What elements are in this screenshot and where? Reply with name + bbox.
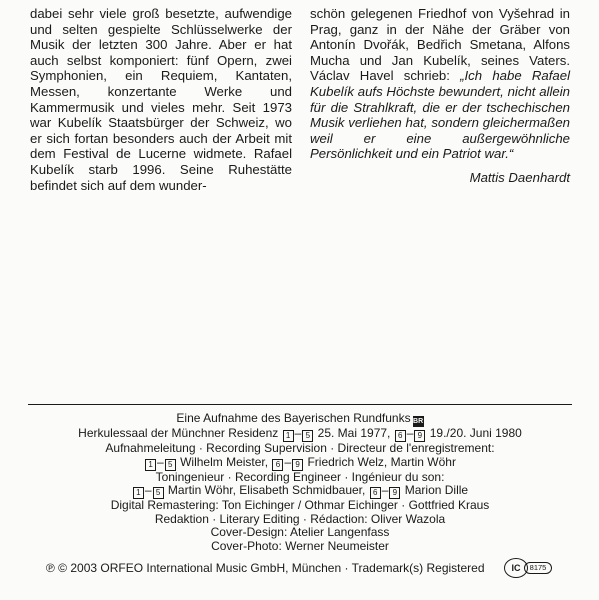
essay-left-column <box>30 6 292 193</box>
credits-text: Martin Wöhr, Elisabeth Schmidbauer, <box>167 483 366 498</box>
track-9-icon: 9 <box>414 430 425 442</box>
credits-line <box>28 456 572 471</box>
credits-line: Cover-Design: Atelier Langenfass <box>210 525 390 540</box>
track-9-icon: 9 <box>292 459 303 471</box>
credits-text: 25. Mai 1977, <box>317 426 391 440</box>
divider-rule <box>28 404 572 405</box>
credits-text: 19./20. Juni 1980 <box>429 426 522 440</box>
essay-text: schön gelegenen Friedhof von Vyšehrad in Prag, ganz in der Nähe der Gräber von Antonín Dvořák, Bedřich Smetana, Alfons Mucha und Jan Kubelík, seines Vaters. Václav Havel schrieb: <box>310 6 570 84</box>
essay-paragraph <box>310 6 570 162</box>
track-1-icon: 1 <box>133 487 144 499</box>
br-logo-icon: BR <box>413 418 424 425</box>
credits-text: Eine Aufnahme des Bayerischen Rundfunks <box>176 411 411 425</box>
dash: – <box>284 454 292 469</box>
dash: – <box>144 483 152 498</box>
ic-logo-icon: IC <box>504 558 528 578</box>
credits-line <box>28 484 572 499</box>
copyright-footer <box>46 561 556 576</box>
track-1-icon: 1 <box>283 430 294 442</box>
credits-line: Toningenieur · Recording Engineer · Ingénieur du son: <box>155 469 445 484</box>
dash: – <box>381 483 389 498</box>
havel-quote: „Ich habe Rafael Kubelík aufs Höchste bewundert, nicht allein für die Strahlkraft, die er der tschechischen Musik verliehen hat, sondern gleichermaßen weil er eine außergewöhnliche Persönlichkeit und ein Patriot war.“ <box>310 68 570 162</box>
dash: – <box>294 426 302 440</box>
credits-line: Aufnahmeleitung · Recording Supervision · Directeur de l'enregistrement: <box>105 441 495 455</box>
dash: – <box>406 426 414 440</box>
credits-line: Digital Remastering: Ton Eichinger / Othmar Eichinger · Gottfried Kraus <box>110 498 490 513</box>
recording-credits <box>28 412 572 554</box>
credits-text: Friedrich Welz, Martin Wöhr <box>307 454 456 469</box>
track-9-icon: 9 <box>389 487 400 499</box>
credits-line: Redaktion · Literary Editing · Rédaction: Oliver Wazola <box>154 511 446 526</box>
dash: – <box>157 454 164 469</box>
credits-text: Marion Dille <box>404 483 469 498</box>
label-code-badge: 8175 <box>524 562 552 574</box>
track-6-icon: 6 <box>272 459 283 471</box>
track-6-icon: 6 <box>395 430 406 442</box>
track-5-icon: 5 <box>153 487 164 499</box>
track-6-icon: 6 <box>370 487 381 499</box>
credits-line <box>28 412 572 427</box>
track-1-icon: 1 <box>145 459 156 471</box>
essay-paragraph: dabei sehr viele groß besetzte, aufwendige und selten gespielte Schlüsselwerke der Musik der letzten 300 Jahre. Aber er hat auch selbst komponiert: fünf Opern, zwei Symphonien, ein Requiem, Kantaten, Messen, konzertante Werke und Kammermusik und vieles mehr. Seit 1973 war Kubelík Staatsbürger der Schweiz, wo er sich fortan besonders auch der Arbeit mit dem Festival de Lucerne widmete. Rafael Kubelík starb 1996. Seine Ruhestätte befindet sich auf dem wunder- <box>30 6 292 193</box>
essay-right-column <box>310 6 570 186</box>
copyright-text: ℗ © 2003 ORFEO International Music GmbH, München · Trademark(s) Registered <box>46 561 485 575</box>
credits-line: Cover-Photo: Werner Neumeister <box>211 538 389 553</box>
credits-text: Wilhelm Meister, <box>180 454 269 469</box>
track-5-icon: 5 <box>302 430 313 442</box>
credits-text: Herkulessaal der Münchner Residenz <box>78 426 279 440</box>
track-5-icon: 5 <box>165 459 176 471</box>
author-signature: Mattis Daenhardt <box>469 169 570 185</box>
credits-line <box>28 427 572 442</box>
